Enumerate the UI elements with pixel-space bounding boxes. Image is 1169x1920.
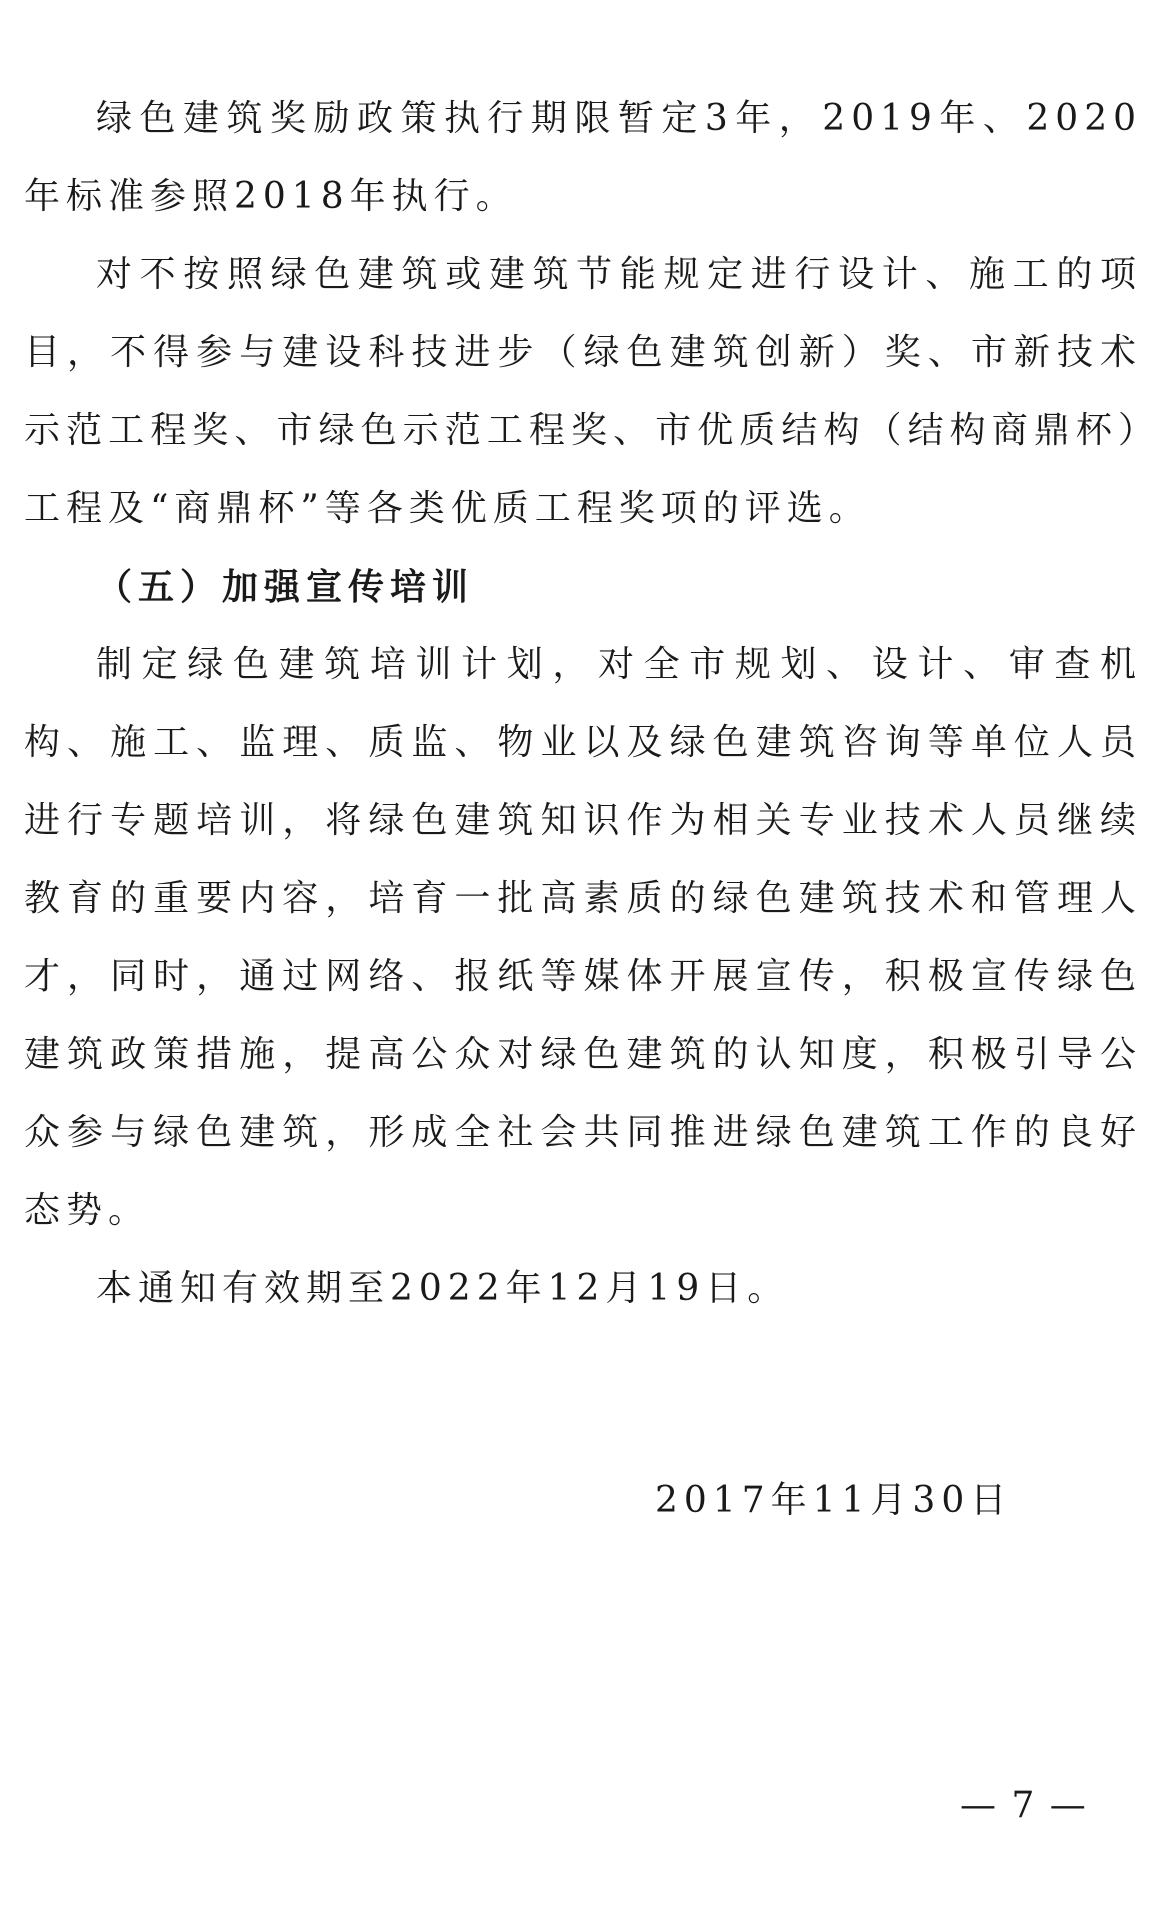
paragraph-validity: 本通知有效期至2022年12月19日。: [96, 1268, 790, 1309]
document-body: [24, 80, 1142, 1328]
paragraph-award-restriction: 对不按照绿色建筑或建筑节能规定进行设计、施工的项目，不得参与建设科技进步（绿色建筑创新）奖、市新技术示范工程奖、市绿色示范工程奖、市优质结构（结构商鼎杯）工程及“商鼎杯”等各类优质工程奖项的评选。: [24, 254, 1142, 529]
section-heading: （五）加强宣传培训: [96, 566, 475, 608]
page-number: — 7 —: [960, 1785, 1088, 1826]
paragraph-training-plan: 制定绿色建筑培训计划，对全市规划、设计、审查机构、施工、监理、质监、物业以及绿色建筑咨询等单位人员进行专题培训，将绿色建筑知识作为相关专业技术人员继续教育的重要内容，培育一批高素质的绿色建筑技术和管理人才，同时，通过网络、报纸等媒体开展宣传，积极宣传绿色建筑政策措施，提高公众对绿色建筑的认知度，积极引导公众参与绿色建筑，形成全社会共同推进绿色建筑工作的良好态势。: [24, 644, 1142, 1231]
signature-date: 2017年11月30日: [655, 1480, 1013, 1521]
paragraph-policy-period: 绿色建筑奖励政策执行期限暂定3年，2019年、2020年标准参照2018年执行。: [24, 98, 1142, 217]
